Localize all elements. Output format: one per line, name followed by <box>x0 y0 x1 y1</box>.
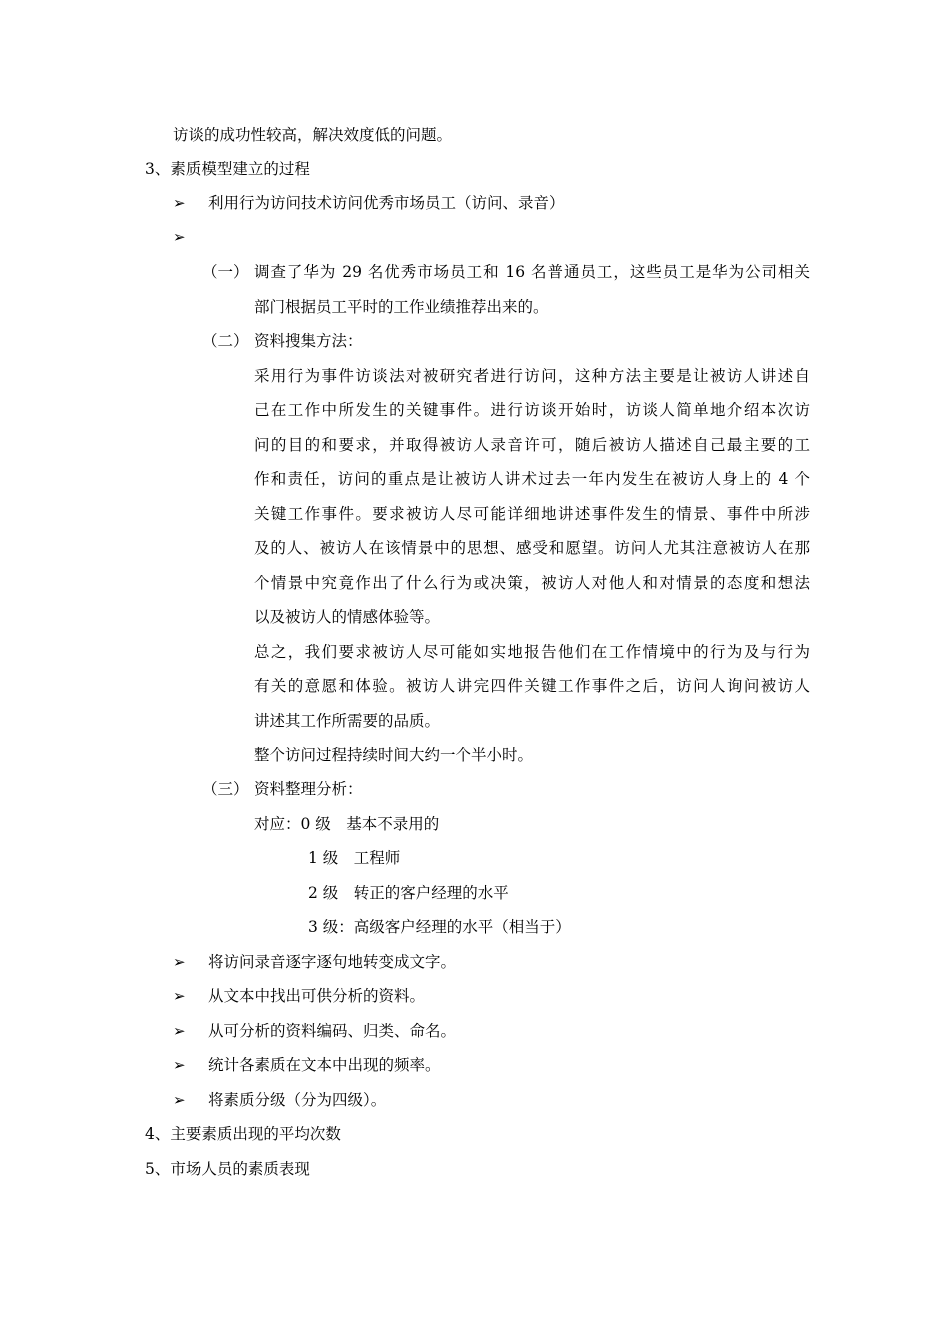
bullet-arrow-icon: ➢ <box>173 1056 186 1074</box>
bullet-arrow-icon: ➢ <box>173 1091 186 1109</box>
sub2-label: （二） <box>202 332 249 350</box>
section4-heading: 4、主要素质出现的平均次数 <box>145 1125 341 1143</box>
section5-heading: 5、市场人员的素质表现 <box>145 1160 310 1178</box>
paragraph-line: 整个访问过程持续时间大约一个半小时。 <box>254 746 534 764</box>
sub3-title: 资料整理分析： <box>254 780 363 798</box>
sub1-label: （一） <box>202 263 249 281</box>
bullet-item: 利用行为访问技术访问优秀市场员工（访问、录音） <box>208 194 565 212</box>
bullet-item: 将访问录音逐字逐句地转变成文字。 <box>208 953 457 971</box>
bullet-arrow-icon: ➢ <box>173 987 186 1005</box>
bullet-item: 将素质分级（分为四级）。 <box>208 1091 387 1109</box>
sub2-title: 资料搜集方法： <box>254 332 363 350</box>
level-line: 3 级：高级客户经理的水平（相当于） <box>308 918 571 936</box>
paragraph-line: 己在工作中所发生的关键事件。进行访谈开始时，访谈人简单地介绍本次访 <box>254 401 810 419</box>
paragraph-line: 总之，我们要求被访人尽可能如实地报告他们在工作情境中的行为及与行为 <box>254 643 810 661</box>
level-line: 对应：0 级 基本不录用的 <box>254 815 440 833</box>
sub1-line: 部门根据员工平时的工作业绩推荐出来的。 <box>254 298 549 316</box>
paragraph-line: 及的人、被访人在该情景中的思想、感受和愿望。访问人尤其注意被访人在那 <box>254 539 810 557</box>
bullet-item: 从文本中找出可供分析的资料。 <box>208 987 426 1005</box>
bullet-arrow-icon: ➢ <box>173 228 186 246</box>
paragraph-line: 有关的意愿和体验。被访人讲完四件关键工作事件之后，访问人询问被访人 <box>254 677 810 695</box>
bullet-arrow-icon: ➢ <box>173 1022 186 1040</box>
top-line: 访谈的成功性较高，解决效度低的问题。 <box>173 126 453 144</box>
paragraph-line: 作和责任，访问的重点是让被访人讲术过去一年内发生在被访人身上的 4 个 <box>254 470 810 488</box>
paragraph-line: 采用行为事件访谈法对被研究者进行访问，这种方法主要是让被访人讲述自 <box>254 367 810 385</box>
level-line: 2 级 转正的客户经理的水平 <box>308 884 509 902</box>
bullet-arrow-icon: ➢ <box>173 953 186 971</box>
sub1-line: 调查了华为 29 名优秀市场员工和 16 名普通员工，这些员工是华为公司相关 <box>254 263 810 281</box>
paragraph-line: 个情景中究竟作出了什么行为或决策，被访人对他人和对情景的态度和想法 <box>254 574 810 592</box>
bullet-item: 统计各素质在文本中出现的频率。 <box>208 1056 441 1074</box>
bullet-item: 从可分析的资料编码、归类、命名。 <box>208 1022 457 1040</box>
paragraph-line: 讲述其工作所需要的品质。 <box>254 712 441 730</box>
level-line: 1 级 工程师 <box>308 849 401 867</box>
section3-heading: 3、素质模型建立的过程 <box>145 160 310 178</box>
paragraph-line: 以及被访人的情感体验等。 <box>254 608 441 626</box>
paragraph-line: 关键工作事件。要求被访人尽可能详细地讲述事件发生的情景、事件中所涉 <box>254 505 810 523</box>
sub3-label: （三） <box>202 780 249 798</box>
paragraph-line: 问的目的和要求，并取得被访人录音许可，随后被访人描述自己最主要的工 <box>254 436 810 454</box>
bullet-arrow-icon: ➢ <box>173 194 186 212</box>
